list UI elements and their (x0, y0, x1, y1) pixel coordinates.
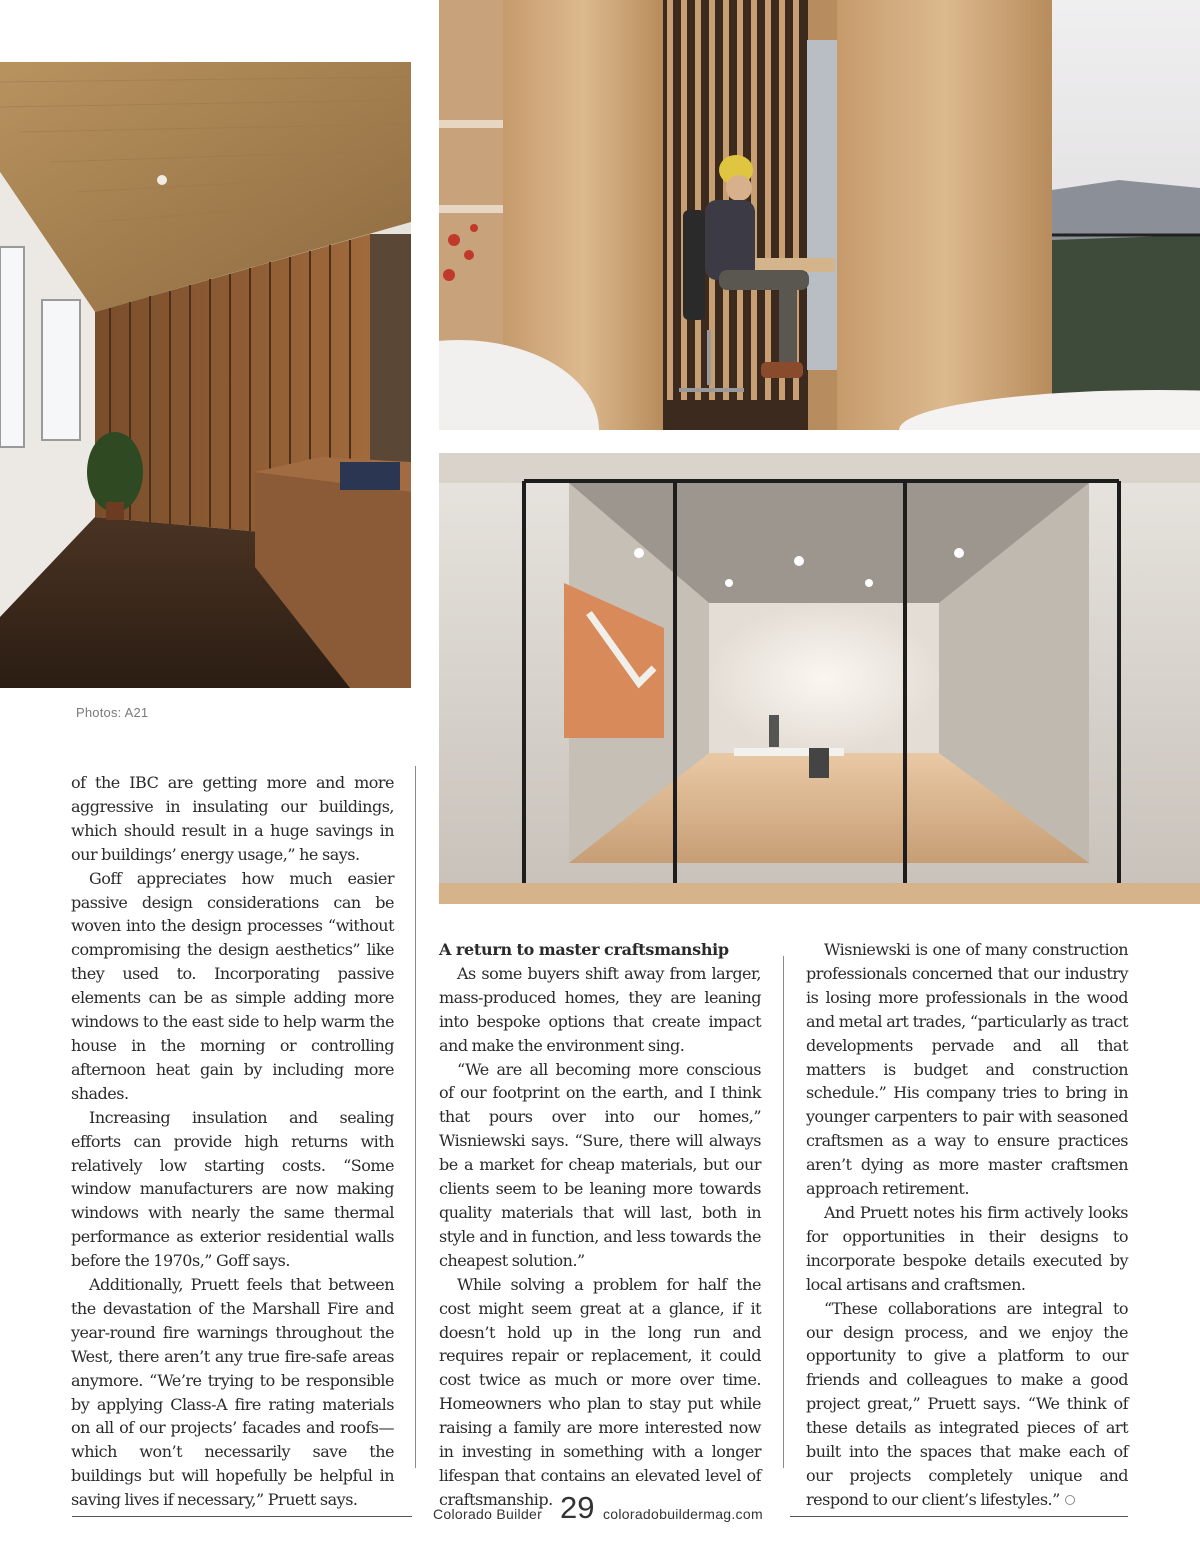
right-column (806, 938, 1128, 1512)
middle-paragraph: While solving a problem for half the cost might seem great at a glance, if it doesn’t hold up in the long run and requires repair or replacement, it could cost twice as much or more over time. Homeowners who plan to stay put while raising a family are more interested now in investing in something with a longer lifespan that contains an elevated level of craftsmanship. (439, 1274, 761, 1509)
middle-paragraph: As some buyers shift away from larger, mass-produced homes, they are leaning into bespoke options that create impact and make the environment sing. (439, 963, 761, 1055)
left-paragraph: Goff appreciates how much easier passive design considerations can be woven into the design processes “without compromising the design aesthetics” like they used to. Incorporating passive elements can be as simple adding more windows to the east side to help warm the house in the morning or controlling afternoon heat gain by including more shades. (71, 868, 394, 1103)
footer-rule-right (790, 1516, 1128, 1517)
right-paragraph: And Pruett notes his firm actively looks for opportunities in their designs to incorporate bespoke details executed by local artisans and craftsmen. (806, 1202, 1128, 1294)
middle-column (439, 938, 761, 1512)
right-paragraph (806, 1297, 1128, 1512)
office-illustration (439, 453, 1200, 904)
desk-illustration (439, 0, 1200, 430)
section-heading: A return to master craftsmanship (439, 940, 729, 959)
website-link[interactable]: coloradobuildermag.com (603, 1506, 763, 1522)
column-divider (783, 956, 784, 1468)
right-paragraph: Wisniewski is one of many construction professionals concerned that our industry is losing more professionals in the wood and metal art trades, “particularly as tract developments pervade and all that matters is budget and construction schedule.” His company tries to bring in younger carpenters to pair with seasoned craftsmen as a way to ensure practices aren’t dying as more master craftsmen approach retirement. (806, 940, 1128, 1199)
left-paragraph: Additionally, Pruett feels that between the devastation of the Marshall Fire and year-round fire warnings throughout the West, there aren’t any true fire-safe areas anymore. “We’re trying to be responsible by applying Class-A fire rating materials on all of our projects’ facades and roofs—which won’t necessarily save the buildings but will hopefully be helpful in saving lives if necessary,” Pruett says. (71, 1275, 394, 1510)
loft-illustration (0, 62, 411, 688)
publication-name: Colorado Builder (433, 1506, 543, 1522)
page-footer (0, 1490, 1200, 1540)
left-column (71, 771, 394, 1512)
column-divider (415, 766, 416, 1468)
photo-credit: Photos: A21 (76, 705, 149, 720)
photo-glass-office (439, 453, 1200, 904)
right-paragraph-text: “These collaborations are integral to our design process, and we enjoy the opportunity to give a platform to our friends and colleagues to make a good project great,” Pruett says. “We think of these details as integrated pieces of art built into the spaces that make each of our projects completely unique and respond to our client’s lifestyles.” (806, 1298, 1128, 1509)
photo-desk-nook (439, 0, 1200, 430)
photo-loft-interior (0, 62, 411, 688)
middle-paragraph: “We are all becoming more conscious of our footprint on the earth, and I think that pours over into our homes,” Wisniewski says. “Sure, there will always be a market for cheap materials, but our clients seem to be leaning more towards quality materials that will last, both in style and in function, and less towards the cheapest solution.” (439, 1059, 761, 1270)
page-number: 29 (560, 1490, 595, 1525)
left-paragraph: of the IBC are getting more and more aggressive in insulating our buildings, which should result in a huge savings in our buildings’ energy usage,” he says. (71, 773, 394, 864)
left-paragraph: Increasing insulation and sealing efforts can provide high returns with relatively low starting costs. “Some window manufacturers are now making windows with nearly the same thermal performance as exterior residential walls before the 1970s,” Goff says. (71, 1107, 394, 1271)
footer-rule-left (72, 1516, 412, 1517)
